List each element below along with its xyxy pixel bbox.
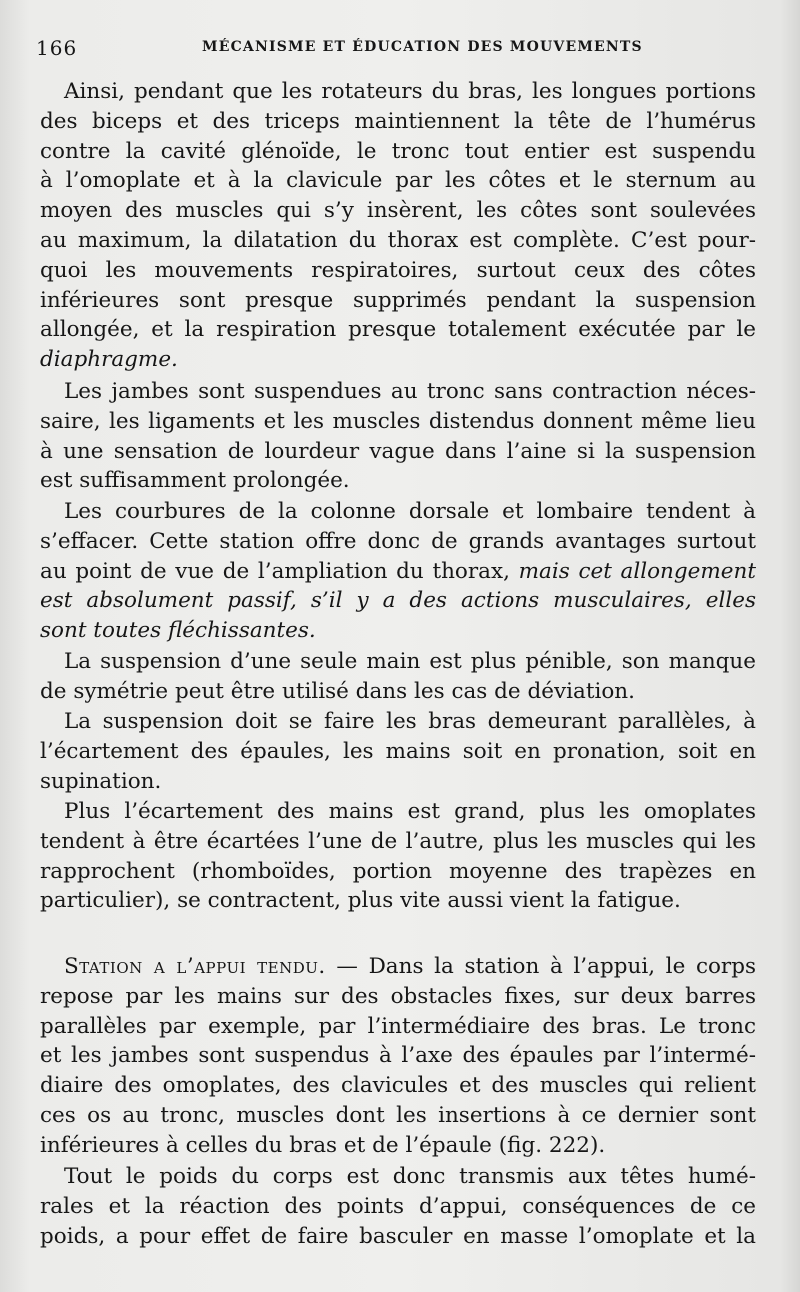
text-line: rapprochent (rhomboïdes, portion moyenne des trapèzes en [40, 858, 756, 884]
text-line [40, 586, 756, 616]
text-line: allongée, et la respiration presque totalement exécutée par le [40, 317, 756, 343]
paragraph-2 [40, 377, 756, 496]
italic-text: diaphragme. [40, 347, 178, 373]
text-line: supination. [40, 768, 162, 794]
text-line: et les jambes sont suspendus à l’axe des épaules par l’intermé- [40, 1043, 756, 1069]
text-line: diaire des omoplates, des clavicules et des muscles qui relient [40, 1073, 756, 1099]
running-title: MÉCANISME ET ÉDUCATION DES MOUVEMENTS [202, 39, 643, 55]
text-line: tendent à être écartées l’une de l’autre, plus les muscles qui les [40, 828, 756, 854]
section-station-appui [40, 952, 756, 1161]
page-header [36, 36, 756, 58]
italic-text: sont toutes fléchissantes. [40, 618, 316, 644]
text-line [40, 557, 756, 587]
text-line: Tout le poids du corps est donc transmis aux têtes humé- [64, 1164, 756, 1189]
text-run: au point de vue de l’ampliation du thorax, [40, 558, 510, 584]
text-run: — Dans la station à l’appui, le corps [336, 954, 756, 979]
text-line: Ainsi, pendant que les rotateurs du bras, les longues portions [64, 79, 756, 104]
text-line: Plus l’écartement des mains est grand, plus les omoplates [64, 799, 756, 824]
text-line: particulier), se contractent, plus vite aussi vient la fatigue. [40, 888, 681, 914]
text-line: à l’omoplate et à la clavicule par les côtes et le sternum au [40, 168, 756, 194]
text-line: contre la cavité glénoïde, le tronc tout entier est suspendu [40, 138, 756, 164]
text-line: Les jambes sont suspendues au tronc sans contraction néces- [64, 379, 756, 404]
text-line: saire, les ligaments et les muscles distendus donnent même lieu [40, 408, 756, 434]
paragraph-3 [40, 497, 756, 646]
text-line: à une sensation de lourdeur vague dans l’aine si la suspension [40, 438, 756, 464]
text-line: ces os au tronc, muscles dont les insertions à ce dernier sont [40, 1102, 756, 1128]
paragraph-1 [40, 77, 756, 375]
text-line: moyen des muscles qui s’y insèrent, les côtes sont soulevées [40, 198, 756, 224]
text-line: rales et la réaction des points d’appui, conséquences de ce [40, 1193, 756, 1219]
paragraph-5 [40, 707, 756, 796]
text-line: quoi les mouvements respiratoires, surtout ceux des côtes [40, 257, 756, 283]
text-line [40, 345, 756, 375]
text-line: inférieures à celles du bras et de l’épaule (fig. 222). [40, 1132, 606, 1158]
text-line: poids, a pour effet de faire basculer en masse l’omoplate et la [40, 1223, 756, 1249]
text-line: l’écartement des épaules, les mains soit en pronation, soit en [40, 738, 756, 764]
text-line: parallèles par exemple, par l’intermédiaire des bras. Le tronc [40, 1013, 756, 1039]
text-line: La suspension doit se faire les bras demeurant parallèles, à [64, 709, 756, 734]
paragraph-final [40, 1162, 756, 1251]
text-line: inférieures sont presque supprimés pendant la suspension [40, 287, 756, 313]
text-line: est suffisamment prolongée. [40, 468, 350, 494]
page-number: 166 [36, 36, 78, 60]
paragraph-4 [40, 647, 756, 707]
text-line: repose par les mains sur des obstacles fixes, sur deux barres [40, 983, 756, 1009]
text-line: Les courbures de la colonne dorsale et lombaire tendent à [64, 499, 756, 524]
text-line: des biceps et des triceps maintiennent la tête de l’humérus [40, 108, 756, 134]
paragraph-6 [40, 797, 756, 916]
italic-text: est absolument passif, s’il y a des actions musculaires, elles [40, 588, 756, 614]
text-line: s’effacer. Cette station offre donc de grands avantages surtout [40, 528, 756, 554]
italic-text: mais cet allongement [518, 558, 756, 584]
text-line [40, 952, 756, 982]
text-line: de symétrie peut être utilisé dans les cas de déviation. [40, 678, 635, 704]
section-heading: Station a l’appui tendu. [64, 954, 326, 979]
text-line [40, 616, 756, 646]
text-line: La suspension d’une seule main est plus pénible, son manque [64, 649, 756, 674]
text-line: au maximum, la dilatation du thorax est complète. C’est pour- [40, 227, 756, 253]
